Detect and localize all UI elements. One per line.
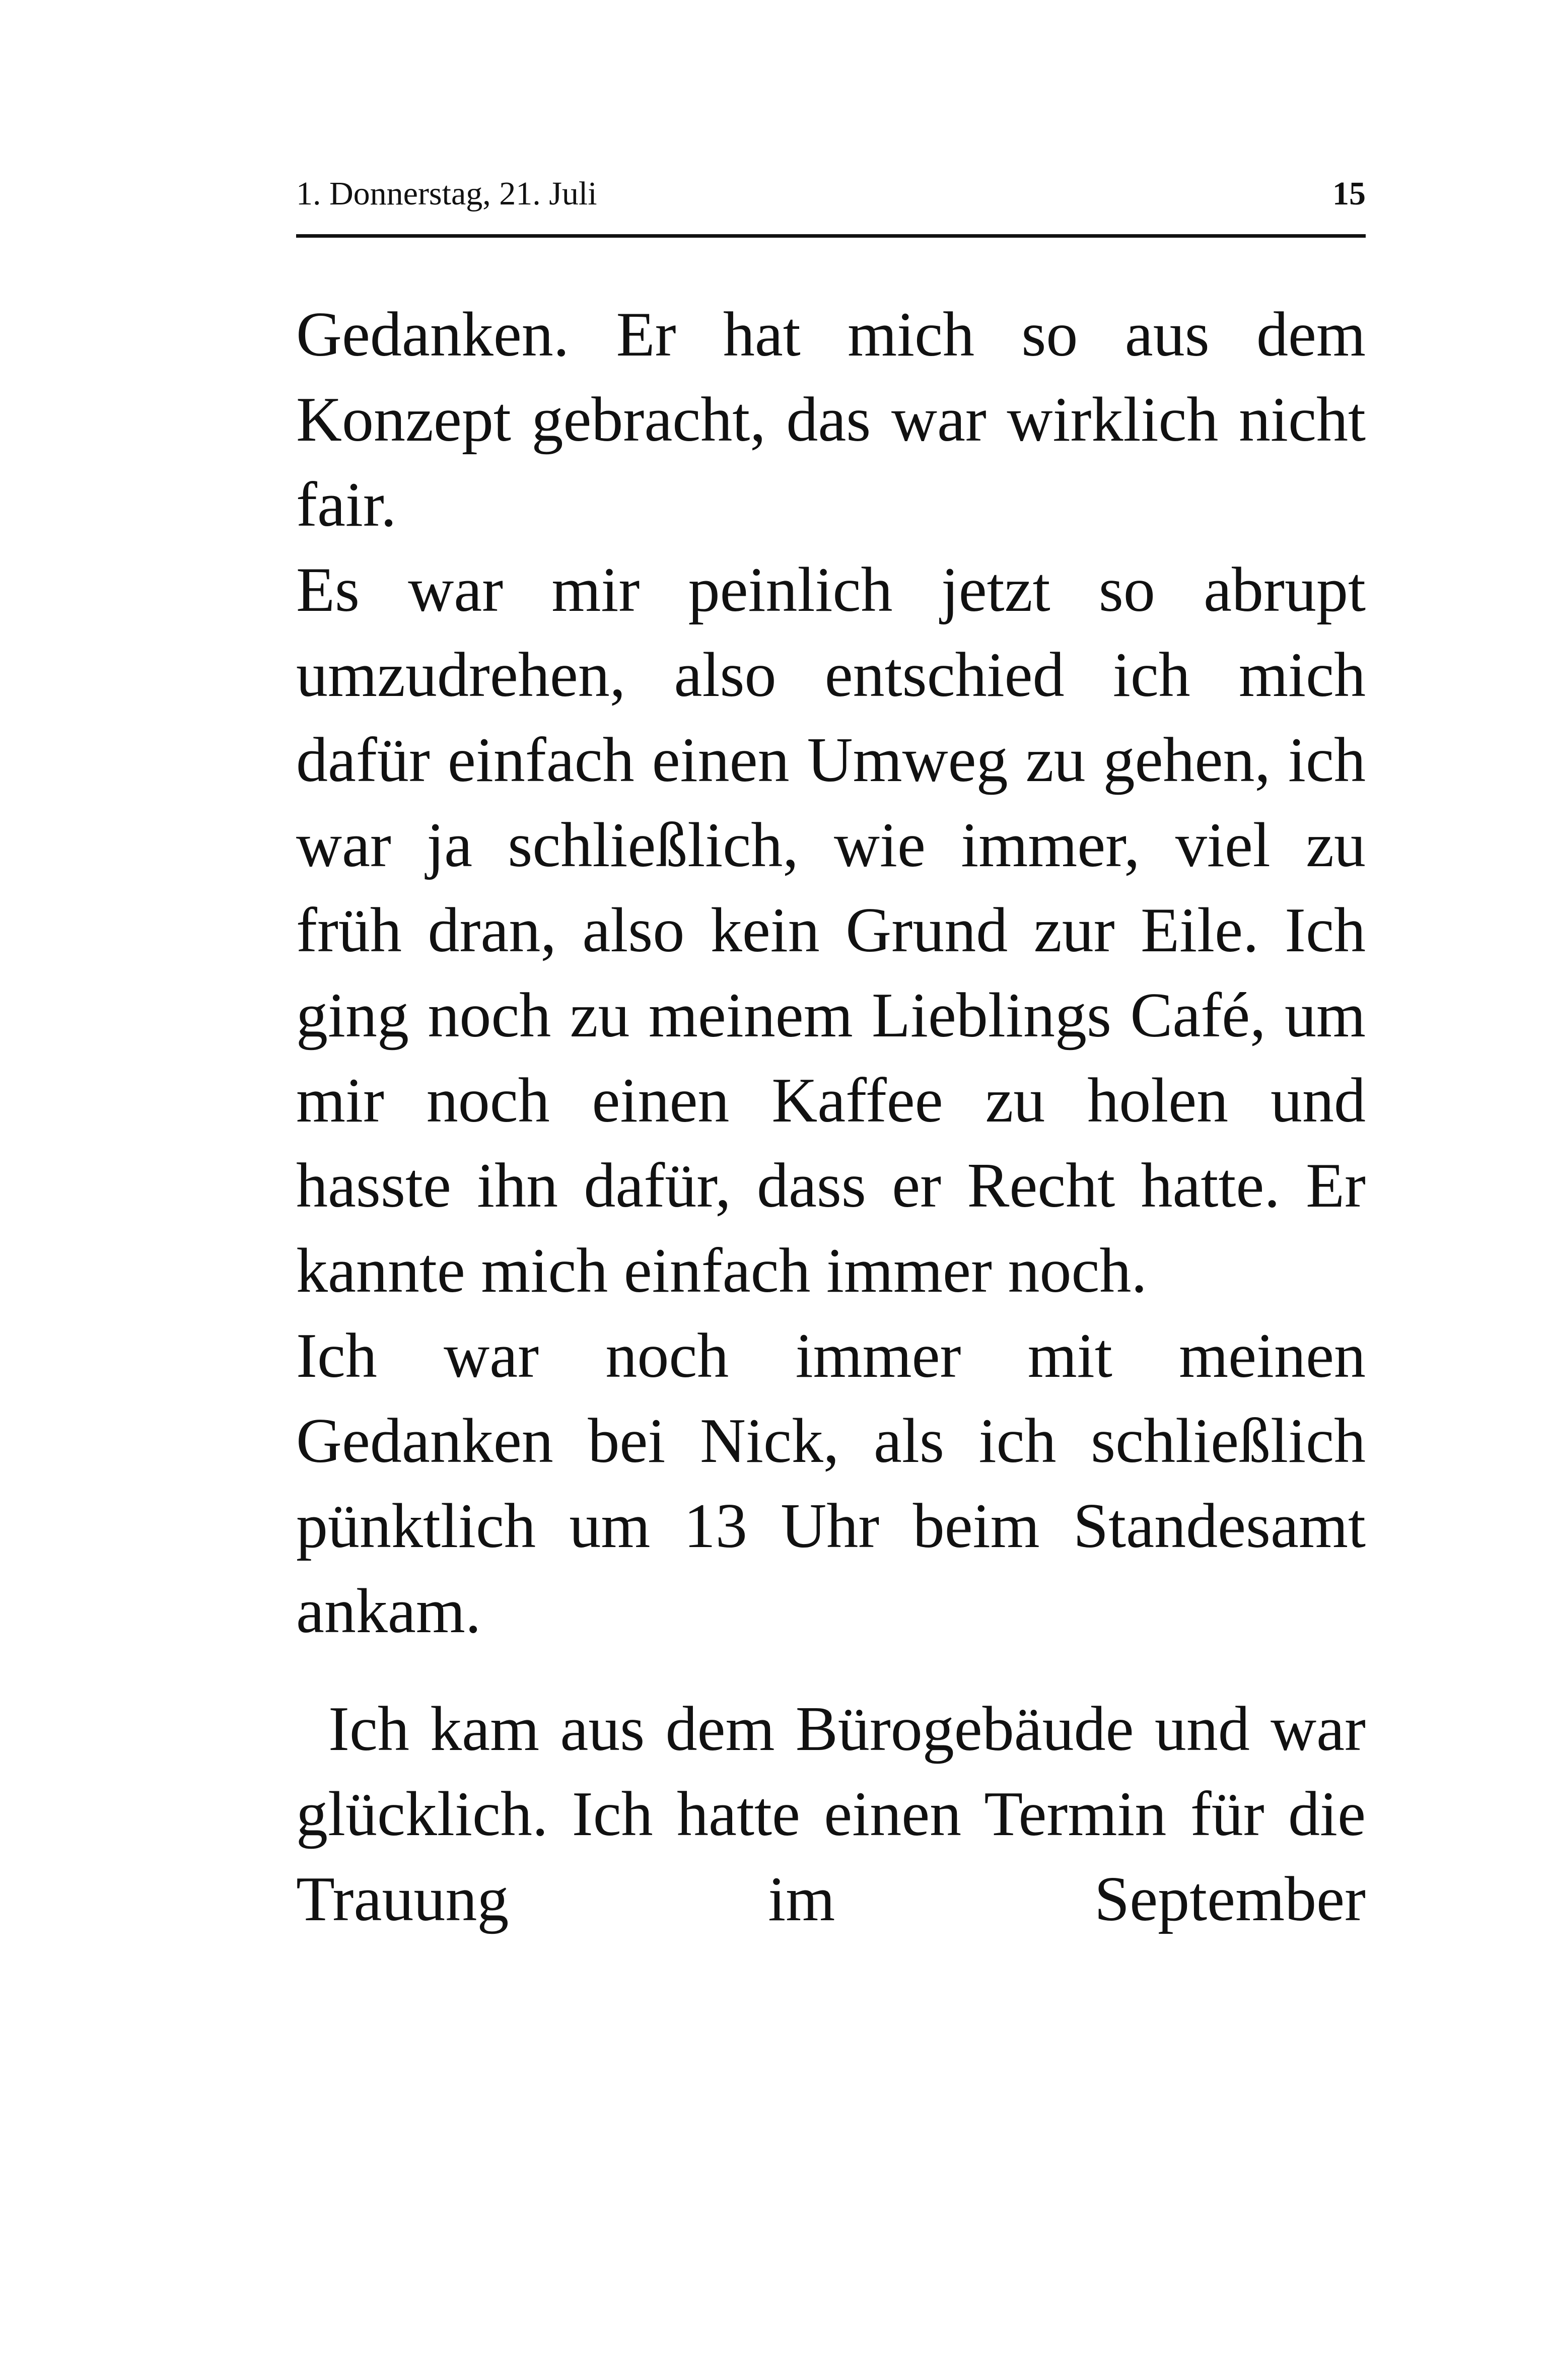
paragraph: Ich war noch immer mit meinen Gedanken bei Nick, als ich schließlich pünktlich um 13 Uhr beim Standesamt ankam.	[296, 1321, 1366, 1646]
chapter-title: 1. Donnerstag, 21. Juli	[296, 175, 597, 212]
body-text	[296, 292, 1366, 1942]
paragraph: Ich kam aus dem Bürogebäude und war glücklich. Ich hatte einen Termin für die Trauung im September	[296, 1694, 1366, 1934]
header-rule	[296, 234, 1366, 238]
paragraph: Gedanken. Er hat mich so aus dem Konzept gebracht, das war wirklich nicht fair.	[296, 300, 1366, 540]
running-header	[296, 174, 1366, 214]
page-number: 15	[1332, 175, 1366, 212]
paragraph: Es war mir peinlich jetzt so abrupt umzudrehen, also entschied ich mich dafür einfach einen Umweg zu gehen, ich war ja schließlich, wie immer, viel zu früh dran, also kein Grund zur Eile. Ich ging noch zu meinem Lieblings Café, um mir noch einen Kaffee zu holen und hasste ihn dafür, dass er Recht hatte. Er kannte mich einfach immer noch.	[296, 555, 1366, 1306]
